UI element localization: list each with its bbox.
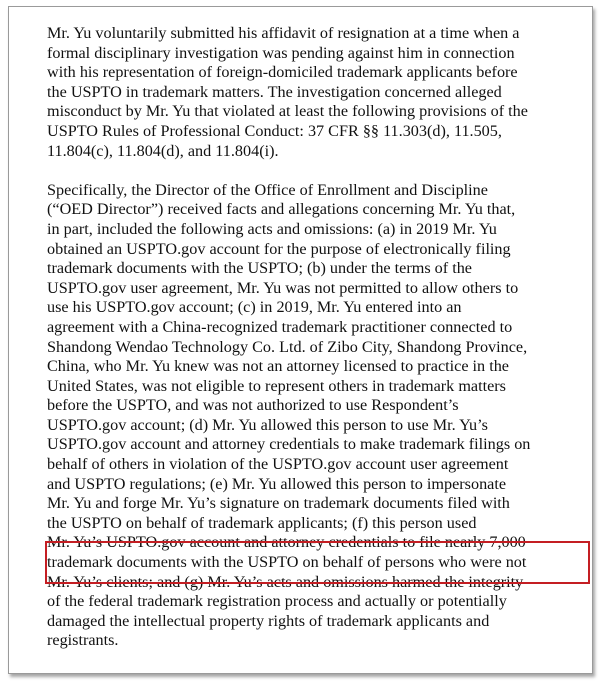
- highlighted-line: trademark documents with the USPTO on behalf of persons who were not: [47, 553, 527, 572]
- text-line: USPTO.gov account; (d) Mr. Yu allowed this person to use Mr. Yu’s: [47, 415, 488, 434]
- text-line: formal disciplinary investigation was pending against him in connection: [47, 43, 515, 62]
- text-line: the USPTO on behalf of trademark applicants; (f) this person used: [47, 513, 477, 532]
- text-line: damaged the intellectual property rights of trademark applicants and: [47, 611, 490, 630]
- paragraph-2: [47, 181, 577, 651]
- text-line: behalf of others in violation of the USPTO.gov account user agreement: [47, 455, 509, 474]
- paragraph-spacer: [47, 161, 577, 181]
- text-line: in part, included the following acts and omissions: (a) in 2019 Mr. Yu: [47, 219, 497, 238]
- text-line: Mr. Yu voluntarily submitted his affidavit of resignation at a time when a: [47, 24, 520, 42]
- text-line: Mr. Yu and forge Mr. Yu’s signature on trademark documents filed with: [47, 494, 510, 513]
- text-line: agreement with a China-recognized trademark practitioner connected to: [47, 317, 513, 336]
- text-line: USPTO.gov account and attorney credentials to make trademark filings on: [47, 435, 531, 454]
- text-line: USPTO Rules of Professional Conduct: 37 CFR §§ 11.303(d), 11.505,: [47, 121, 502, 140]
- text-line: 11.804(c), 11.804(d), and 11.804(i).: [47, 141, 279, 160]
- text-line: registrants.: [47, 631, 119, 650]
- text-line: obtained an USPTO.gov account for the purpose of electronically filing: [47, 239, 511, 258]
- text-line: before the USPTO, and was not authorized to use Respondent’s: [47, 396, 459, 415]
- text-line: USPTO.gov user agreement, Mr. Yu was not permitted to allow others to: [47, 278, 519, 297]
- text-line: trademark documents with the USPTO; (b) under the terms of the: [47, 259, 472, 278]
- text-line: with his representation of foreign-domiciled trademark applicants before: [47, 63, 518, 82]
- text-line: misconduct by Mr. Yu that violated at least the following provisions of the: [47, 102, 528, 121]
- document-body: [47, 24, 577, 651]
- text-line: Mr. Yu’s clients; and (g) Mr. Yu’s acts and omissions harmed the integrity: [47, 572, 524, 591]
- text-line: Specifically, the Director of the Office of Enrollment and Discipline: [47, 180, 488, 199]
- document-page: [8, 6, 593, 674]
- text-line: United States, was not eligible to represent others in trademark matters: [47, 376, 506, 395]
- text-line: (“OED Director”) received facts and allegations concerning Mr. Yu that,: [47, 200, 516, 219]
- text-line: use his USPTO.gov account; (c) in 2019, Mr. Yu entered into an: [47, 298, 462, 317]
- paragraph-1: [47, 24, 577, 161]
- text-line: the USPTO in trademark matters. The investigation concerned alleged: [47, 82, 502, 101]
- text-line: of the federal trademark registration process and actually or potentially: [47, 592, 507, 611]
- highlighted-line: Mr. Yu’s USPTO.gov account and attorney credentials to file nearly 7,000: [47, 533, 526, 552]
- text-line: China, who Mr. Yu knew was not an attorney licensed to practice in the: [47, 357, 509, 376]
- text-line: and USPTO regulations; (e) Mr. Yu allowed this person to impersonate: [47, 474, 507, 493]
- text-line: Shandong Wendao Technology Co. Ltd. of Zibo City, Shandong Province,: [47, 337, 528, 356]
